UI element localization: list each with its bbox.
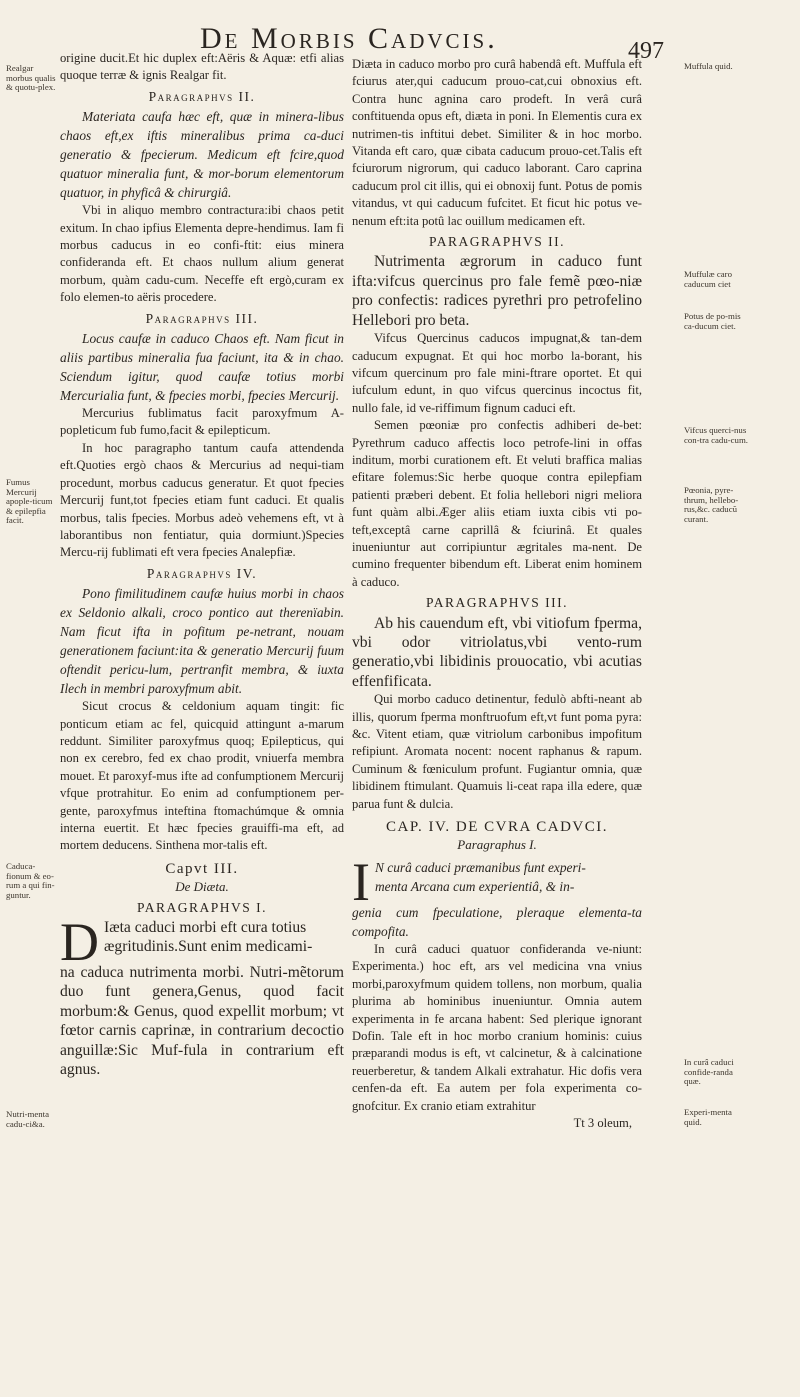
margin-note-right: Potus de po-mis ca-ducum ciet.	[684, 311, 741, 331]
catchword: Tt 3 oleum,	[573, 1115, 632, 1130]
margin-note-right: Vifcus querci-nus con-tra cadu-cum.	[684, 425, 748, 445]
chapter-subheading: De Diæta.	[175, 879, 229, 895]
large-statement: Nutrimenta ægrorum in caduco funt ifta:vifcus quercinus pro fale femẽ pœo-niæ pro confectis: radices pyrethri pro petrofelino Hellebori pro beta.	[352, 253, 642, 329]
margin-note-left: Fumus Mercurij apople-ticum & epilepfia facit.	[6, 477, 53, 526]
margin-note-left: Realgar morbus qualis & quotu-plex.	[6, 63, 56, 93]
margin-note-left: Nutri-menta cadu-ci&a.	[6, 1109, 49, 1129]
paragraph: Vifcus Quercinus caducos impugnat,& tan-dem caducum expugnat. Et qui hoc morbo la-borant, his vifcum quercinum pro fale mini-ftrare oportet. Et qui iufculum edunt, in quo vifcus quercinus incoctus fit, nullo fale, id ve-riffimum fignum caduci eft.	[352, 331, 642, 415]
paragraph: Sicut crocus & celdonium aquam tingit: fic ponticum etiam ac fel, quicquid attingunt a-marum reddunt. Similiter paroxyfmus quoq; Epilepticus, qui non ex cerebro, fed ex chao prodit, vniuerfa membra mouet. Et paroxyf-mus ifte ad confumptionem Mercurij vfque protrahitur. Eo enim ad confumptionem per-gente, paroxyfmus inteftina ftomachúmque & omnia interna euertit. Et hæc fpecies grauiffi-ma eft, ad mortem deducens. Sinthena mor-talis eft.	[60, 699, 344, 853]
opening-paragraph	[60, 912, 344, 1079]
page-number: 497	[628, 38, 664, 64]
section-heading: PARAGRAPHVS II.	[428, 234, 566, 250]
text-line: Iæta caduci morbi eft cura totius	[104, 919, 307, 936]
section-heading: Paragraphvs III.	[145, 310, 259, 326]
italic-statement: Materiata caufa hæc eft, quæ in minera-libus chaos eft,ex iftis mineralibus prima ca-duci generatio & fpecierum. Medicum eft fcire,quod quatuor mineralia funt, & mor-borum elementorum quatuor, in phyficâ & chirurgiâ.	[60, 109, 344, 201]
opening-paragraph	[352, 851, 642, 941]
section-heading: Paragraphvs II.	[148, 88, 256, 104]
page-header	[0, 14, 800, 64]
text-block: na caduca nutrimenta morbi. Nutri-mẽtorum duo funt genera,Genus, quod facit morbum:& Genus, quod expellit morbum; vt fœtor carnis caprinæ, in contrarium decoctio anguillæ:Sic Muf-fula in contrarium eft agnus.	[60, 964, 344, 1079]
italic-statement: Locus caufæ in caduco Chaos eft. Nam ficut in aliis partibus mineralia fua faciunt, ita & in chao. Sciendum igitur, quod caufæ totius morbi Mercurialia funt, & fpecies morbi, fpecies Mercurij.	[60, 331, 344, 404]
text-line: N curâ caduci præmanibus funt experi-	[374, 859, 586, 875]
margin-note-right: Muffulæ caro caducum ciet	[684, 269, 732, 289]
paragraph: Diæta in caduco morbo pro curâ habendâ eft. Muffula eft fciurus ater,qui caducum prouo-cat,cui obnoxius eft. Contra hunc agnina caro prodeft. In verâ curâ conftituenda opus eft, diæta in poni. In Elementis cura ex nutrimen-tis inftitui debet. Similiter & in hoc morbo. Vitanda eft caro, quæ cibata caducum prouo-cet.Talis eft fciurorum nigrorum, qui caduco laborant. Caro caprina caducum prol cit illis, qui ei obnoxij funt. Potus de pomis vitandus, vt qui caducum fufcitet. Et ficut hic potus ve-nenum eft:ita potû lac ouillum medicamen eft.	[352, 57, 642, 228]
left-column	[60, 50, 344, 1079]
paragraph: Semen pœoniæ pro confectis adhiberi de-bet: Pyrethrum caduco affectis loco petrofe-lini in offas inditum, morbi curationem eft. Et veluti braffica malias efitare folemus:Sic herbe quoque contra epilepfiam patienti præberi debent. Et folia hellebori nigri meliora funt quàm albi.Æger aliis etiam iuxta cibis vti po-teft,exceptâ carne caprillâ & fciurinâ. Et quales inueniuntur aut corripiuntur ægritales ma-nent. De cumino frequenter bibendum eft. Liberat enim hominem à caduco.	[352, 418, 642, 589]
margin-note-right: Pœonia, pyre-thrum, hellebo-rus,&c. caducũ curant.	[684, 485, 739, 524]
paragraph: Mercurius fublimatus facit paroxyfmum A-popleticum fub fumo,facit & epilepticum.	[60, 406, 344, 438]
margin-note-right: In curâ caduci confide-randa quæ.	[684, 1057, 734, 1087]
paragraph: In curâ caduci quatuor confideranda ve-niunt: Experimenta.) hoc eft, ars vel medicina vna vnius morbi,paroxyfmum quidem tollens, non morbum, qualia plurima ab hominibus inueniuntur. Omnia autem experimenta in fe arcana habent: Sed plerique ignorant Dofin. Tale eft in hoc morbo cranium hominis: cuius præparandi modus is eft, vt calcinetur, & à calcinatione reuerberetur, & tandem Alkali extrahatur. Hic dofis vera cenfen-da eft. Ea autem per fola experimenta co-gnofcitur. Ex cranio etiam extrahitur	[352, 941, 642, 1113]
section-heading: PARAGRAPHVS III.	[425, 595, 569, 611]
margin-note-left: Caduca-fionum & eo-rum a qui fin-guntur.	[6, 861, 55, 900]
paragraph: In hoc paragrapho tantum caufa attendenda eft.Quoties ergò chaos & Mercurius ad nequi-tiam procedunt, morbus caducus generatur. Et quot fpecies Mercurij funt,tot fpecies etiam funt caduci. Et qualis morbus, talis fpecies. Morbus adeò vehemens eft, vt à laborantibus non fentiatur, quia dormiunt.)Species Mercu-rij fublimati eft vera fpecies Analepfiæ.	[60, 440, 344, 560]
text-line: ægritudinis.Sunt enim medicami-	[104, 938, 313, 956]
chapter-subheading: Paragraphus I.	[457, 837, 537, 853]
chapter-heading: Capvt III.	[165, 860, 239, 877]
section-heading: Paragraphvs IV.	[146, 565, 258, 581]
paragraph: Qui morbo caduco detinentur, fedulò abfti-neant ab illis, quorum fperma monftruofum eft,vt funt poma pyra: &c. Vitent etiam, quæ vitriolum carbonibus impofitum refipiunt. Aromata nocent: nocent raphanus & rapum. Cuminum & fœniculum profunt. Fugiantur omnia, quæ libidinem ftimulant. Quamuis li-ceat rapa illa edere, quæ parua funt & dulcia.	[352, 692, 642, 811]
right-column	[352, 56, 642, 1132]
italic-statement: Pono fimilitudinem caufæ huius morbi in chaos ex Seldonio alkali, croco pontico aut therenïabin. Nam ficut ifta in pofitum pe-netrant, nouam generationem faciunt:ita & generatio Mercurij fuum oftendit pericu-lum, pertranfit membra, & iuxta Ilech in membri paroxyfmum abit.	[60, 586, 344, 697]
paragraph: origine ducit.Et hic duplex eft:Aëris & Aquæ: etfi alias quoque terræ & ignis Realgar fit.	[60, 51, 344, 83]
paragraph: Vbi in aliquo membro contractura:ibi chaos petit exitum. In chao ipfius Elementa depre-hendimus. Iam fi morbus caducus in eo confi-ftit: eius minera confideranda eft. Et chaos nullum alium generat morbum, quàm cadu-cum. Neceffe eft ergò,curam ex folo elemen-to aëris procedere.	[60, 203, 344, 305]
margin-note-right: Muffula quid.	[684, 61, 733, 71]
large-statement: Ab his cauendum eft, vbi vitiofum fperma, vbi odor vitriolatus,vbi vento-rum generatio,vbi libidinis prouocatio, vbi acutias effenfificata.	[352, 614, 642, 690]
margin-note-right: Experi-menta quid.	[684, 1107, 732, 1127]
text-block: genia cum fpeculatione, pleraque elementa-ta compofita.	[352, 904, 642, 939]
section-heading: PARAGRAPHVS I.	[136, 899, 268, 915]
running-head: De Morbis Cadvcis.	[200, 22, 498, 55]
drop-cap: I	[352, 851, 370, 912]
drop-cap: D	[60, 912, 99, 972]
chapter-heading: CAP. IV. DE CVRA CADVCI.	[385, 819, 608, 836]
text-line: menta Arcana cum experientiâ, & in-	[374, 878, 575, 894]
